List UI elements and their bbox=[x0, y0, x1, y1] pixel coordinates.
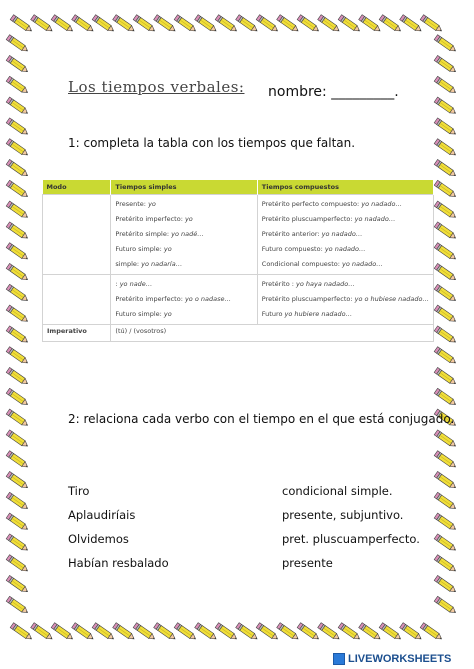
pencil-icon bbox=[6, 76, 29, 95]
pencil-icon bbox=[359, 15, 382, 34]
pencil-icon bbox=[195, 623, 218, 642]
table-line: Futuro compuesto: yo nadado… bbox=[261, 245, 366, 253]
verb-item[interactable]: Aplaudiríais bbox=[68, 508, 136, 522]
table-row-indicativo bbox=[43, 195, 434, 275]
pencil-icon bbox=[434, 596, 457, 615]
modo-cell-blank[interactable] bbox=[43, 275, 111, 325]
verb-item[interactable]: Olvidemos bbox=[68, 532, 129, 546]
pencil-icon bbox=[6, 243, 29, 262]
pencil-icon bbox=[359, 623, 382, 642]
pencil-icon bbox=[174, 15, 197, 34]
pencil-icon bbox=[379, 15, 402, 34]
table-row-subjuntivo bbox=[43, 275, 434, 325]
pencil-icon bbox=[6, 263, 29, 282]
pencil-icon bbox=[434, 76, 457, 95]
pencil-icon bbox=[31, 15, 54, 34]
pencil-icon bbox=[434, 326, 457, 345]
pencil-icon bbox=[174, 623, 197, 642]
exercise-2-prompt: 2: relaciona cada verbo con el tiempo en el que está conjugado. bbox=[68, 412, 455, 426]
pencil-icon bbox=[277, 623, 300, 642]
verb-tenses-table bbox=[42, 180, 434, 342]
compound-cell bbox=[257, 195, 433, 275]
pencil-icon bbox=[6, 159, 29, 178]
table-header-row bbox=[43, 180, 434, 195]
pencil-icon bbox=[10, 623, 33, 642]
table-row-imperativo bbox=[43, 325, 434, 342]
pencil-icon bbox=[6, 35, 29, 54]
table-line: Pretérito anterior: yo nadado… bbox=[261, 230, 363, 238]
pencil-icon bbox=[215, 623, 238, 642]
table-line: Futuro simple: yo bbox=[115, 245, 172, 253]
table-line: Pretérito simple: yo nadé… bbox=[115, 230, 204, 238]
header-tiempos-simples: Tiempos simples bbox=[111, 180, 257, 195]
pencil-icon bbox=[6, 201, 29, 220]
pencil-icon bbox=[6, 534, 29, 553]
pencil-icon bbox=[6, 492, 29, 511]
pencil-icon bbox=[51, 623, 74, 642]
pencil-icon bbox=[6, 347, 29, 366]
header-modo: Modo bbox=[43, 180, 111, 195]
pencil-icon bbox=[318, 15, 341, 34]
pencil-icon bbox=[338, 623, 361, 642]
table-line: Pretérito pluscuamperfecto: yo nadado… bbox=[261, 215, 396, 223]
pencil-icon bbox=[6, 97, 29, 116]
table-line: Pretérito pluscuamperfecto: yo o hubiese nadado… bbox=[261, 295, 429, 303]
pencil-icon bbox=[92, 15, 115, 34]
pencil-icon bbox=[434, 263, 457, 282]
pencil-icon bbox=[434, 284, 457, 303]
pencil-icon bbox=[113, 15, 136, 34]
pencil-icon bbox=[236, 15, 259, 34]
pencil-icon bbox=[6, 222, 29, 241]
pencil-icon bbox=[434, 159, 457, 178]
pencil-icon bbox=[338, 15, 361, 34]
table-line: Condicional compuesto: yo nadado… bbox=[261, 260, 383, 268]
pencil-icon bbox=[6, 471, 29, 490]
tense-item[interactable]: presente, subjuntivo. bbox=[282, 508, 404, 522]
exercise-1-prompt: 1: completa la tabla con los tiempos que faltan. bbox=[68, 136, 356, 150]
pencil-icon bbox=[434, 430, 457, 449]
pencil-icon bbox=[379, 623, 402, 642]
pencil-icon bbox=[6, 284, 29, 303]
pencil-icon bbox=[400, 15, 423, 34]
liveworksheets-logo bbox=[333, 652, 451, 666]
page-title: Los tiempos verbales: bbox=[68, 78, 245, 96]
pencil-icon bbox=[434, 305, 457, 324]
pencil-icon bbox=[6, 575, 29, 594]
pencil-icon bbox=[434, 471, 457, 490]
header-tiempos-compuestos: Tiempos compuestos bbox=[257, 180, 433, 195]
pencil-icon bbox=[72, 623, 95, 642]
pencil-icon bbox=[113, 623, 136, 642]
pencil-icon bbox=[6, 305, 29, 324]
name-field-label: nombre: _________. bbox=[268, 84, 399, 100]
table-line: : yo nade… bbox=[115, 280, 153, 288]
pencil-icon bbox=[10, 15, 33, 34]
pencil-icon bbox=[434, 118, 457, 137]
table-line: Pretérito imperfecto: yo o nadase… bbox=[115, 295, 231, 303]
pencil-icon bbox=[6, 451, 29, 470]
pencil-icon bbox=[6, 409, 29, 428]
table-line: Pretérito imperfecto: yo bbox=[115, 215, 193, 223]
pencil-icon bbox=[92, 623, 115, 642]
pencil-icon bbox=[6, 430, 29, 449]
pencil-icon bbox=[256, 15, 279, 34]
pencil-icon bbox=[420, 15, 443, 34]
pencil-icon bbox=[277, 15, 300, 34]
pencil-icon bbox=[434, 492, 457, 511]
pencil-icon bbox=[195, 15, 218, 34]
pencil-icon bbox=[256, 623, 279, 642]
pencil-icon bbox=[434, 575, 457, 594]
verb-item[interactable]: Tiro bbox=[68, 484, 90, 498]
pencil-icon bbox=[31, 623, 54, 642]
pencil-icon bbox=[154, 15, 177, 34]
pencil-icon bbox=[434, 97, 457, 116]
pencil-icon bbox=[434, 367, 457, 386]
pencil-icon bbox=[72, 15, 95, 34]
simple-cell bbox=[111, 275, 257, 325]
pencil-icon bbox=[434, 347, 457, 366]
pencil-icon bbox=[434, 555, 457, 574]
pencil-icon bbox=[434, 139, 457, 158]
table-line: simple: yo nadaría… bbox=[115, 260, 183, 268]
pencil-icon bbox=[6, 326, 29, 345]
pencil-icon bbox=[6, 555, 29, 574]
pencil-icon bbox=[434, 243, 457, 262]
pencil-icon bbox=[6, 180, 29, 199]
table-line: Futuro yo hubiere nadado… bbox=[261, 310, 353, 318]
simple-cell bbox=[111, 195, 257, 275]
pencil-icon bbox=[297, 15, 320, 34]
verb-item[interactable]: Habían resbalado bbox=[68, 556, 169, 570]
tense-item[interactable]: presente bbox=[282, 556, 333, 570]
compound-cell bbox=[257, 275, 433, 325]
pencil-icon bbox=[133, 623, 156, 642]
logo-icon bbox=[333, 653, 345, 665]
pencil-icon bbox=[133, 15, 156, 34]
table-line: Pretérito : yo haya nadado… bbox=[261, 280, 355, 288]
pencil-icon bbox=[51, 15, 74, 34]
pencil-icon bbox=[318, 623, 341, 642]
imperativo-cell[interactable]: (tú) / (vosotros) bbox=[111, 325, 434, 342]
pencil-icon bbox=[6, 118, 29, 137]
pencil-icon bbox=[6, 55, 29, 74]
logo-text: LIVEWORKSHEETS bbox=[348, 653, 452, 665]
pencil-icon bbox=[297, 623, 320, 642]
table-line: Presente: yo bbox=[115, 200, 156, 208]
pencil-icon bbox=[434, 55, 457, 74]
pencil-icon bbox=[434, 35, 457, 54]
pencil-icon bbox=[6, 367, 29, 386]
pencil-icon bbox=[420, 623, 443, 642]
pencil-icon bbox=[434, 451, 457, 470]
pencil-icon bbox=[400, 623, 423, 642]
tense-item[interactable]: condicional simple. bbox=[282, 484, 393, 498]
table-line: Futuro simple: yo bbox=[115, 310, 172, 318]
pencil-icon bbox=[154, 623, 177, 642]
pencil-icon bbox=[434, 534, 457, 553]
table-line: Pretérito perfecto compuesto: yo nadado… bbox=[261, 200, 402, 208]
pencil-icon bbox=[6, 388, 29, 407]
pencil-icon bbox=[6, 596, 29, 615]
pencil-icon bbox=[434, 388, 457, 407]
pencil-icon bbox=[434, 513, 457, 532]
pencil-icon bbox=[6, 513, 29, 532]
pencil-icon bbox=[6, 139, 29, 158]
pencil-icon bbox=[236, 623, 259, 642]
pencil-icon bbox=[434, 180, 457, 199]
pencil-icon bbox=[215, 15, 238, 34]
imperativo-label: Imperativo bbox=[43, 325, 111, 342]
pencil-icon bbox=[434, 222, 457, 241]
pencil-icon bbox=[434, 201, 457, 220]
tense-item[interactable]: pret. pluscuamperfecto. bbox=[282, 532, 420, 546]
modo-cell-blank[interactable] bbox=[43, 195, 111, 275]
